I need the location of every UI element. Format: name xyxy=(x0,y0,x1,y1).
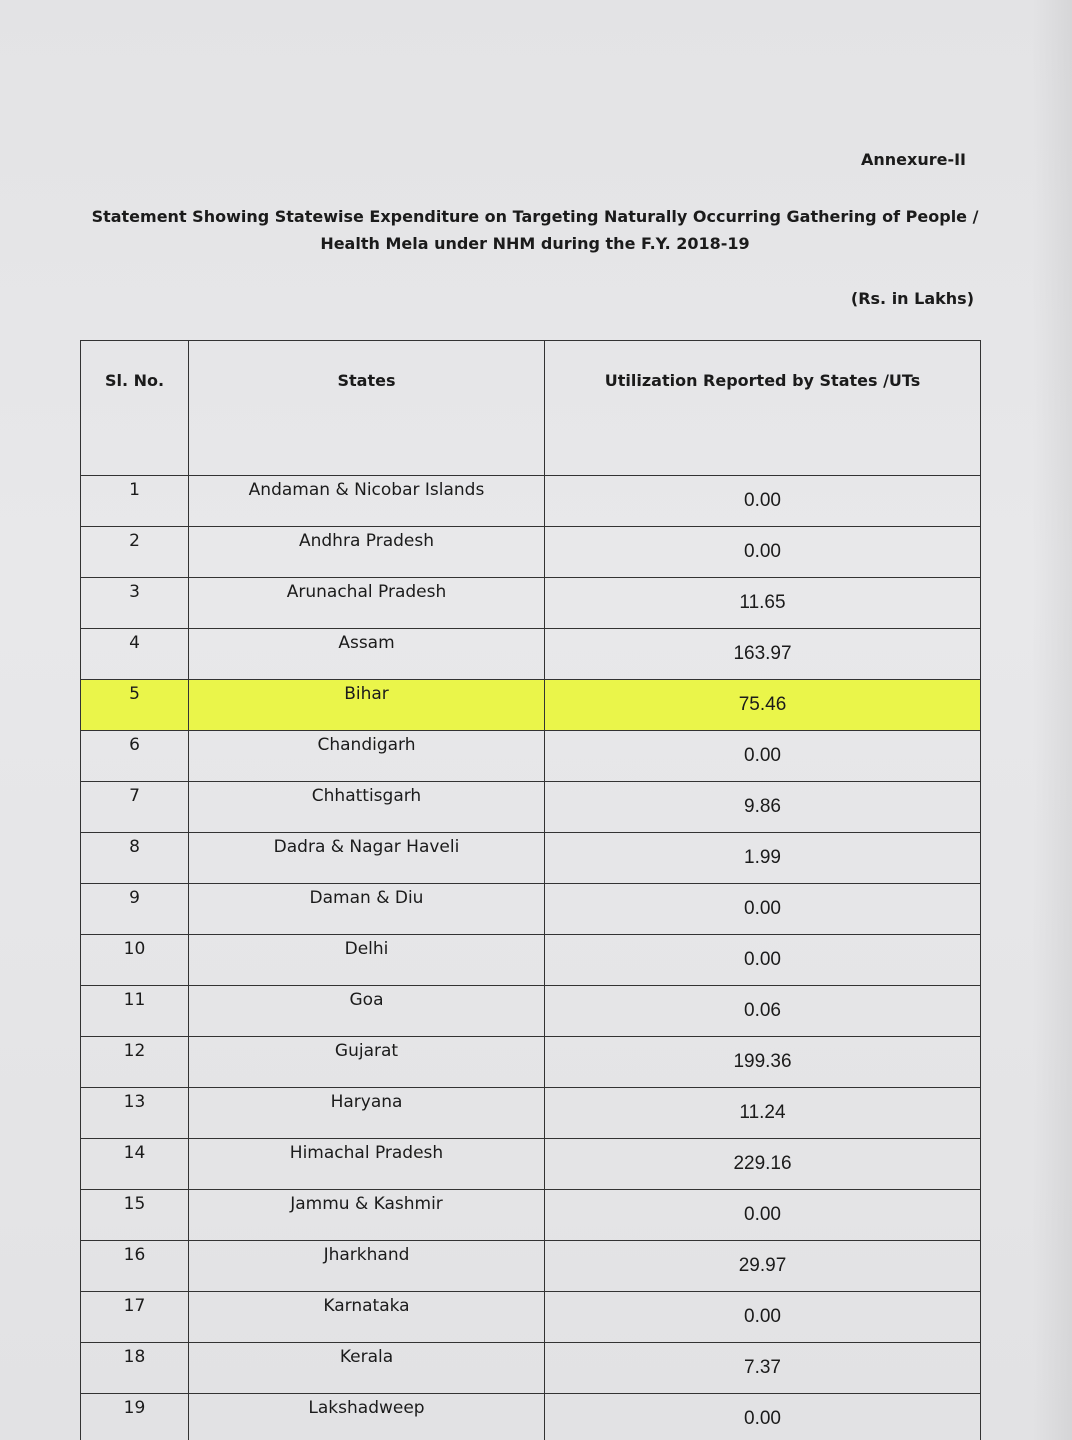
unit-note: (Rs. in Lakhs) xyxy=(850,289,974,308)
cell-state: Kerala xyxy=(189,1343,545,1394)
cell-utilization: 0.00 xyxy=(545,1190,981,1241)
table-row xyxy=(81,629,981,680)
cell-utilization: 0.00 xyxy=(545,884,981,935)
cell-utilization: 163.97 xyxy=(545,629,981,680)
cell-utilization: 0.00 xyxy=(545,476,981,527)
cell-sl-no: 1 xyxy=(81,476,189,527)
table-row xyxy=(81,986,981,1037)
title-line-1: Statement Showing Statewise Expenditure on Targeting Naturally Occurring Gathering of People / xyxy=(91,207,979,226)
cell-state: Daman & Diu xyxy=(189,884,545,935)
table-row xyxy=(81,1394,981,1440)
cell-utilization: 0.00 xyxy=(545,731,981,782)
table-header-row xyxy=(81,341,981,476)
document-title xyxy=(90,203,980,257)
cell-state: Andaman & Nicobar Islands xyxy=(189,476,545,527)
cell-sl-no: 11 xyxy=(81,986,189,1037)
cell-utilization: 0.00 xyxy=(545,935,981,986)
annexure-label: Annexure-II xyxy=(860,150,966,169)
cell-utilization: 0.00 xyxy=(545,527,981,578)
cell-utilization: 11.24 xyxy=(545,1088,981,1139)
header-utilization: Utilization Reported by States /UTs xyxy=(545,341,981,476)
cell-state: Haryana xyxy=(189,1088,545,1139)
cell-state: Chhattisgarh xyxy=(189,782,545,833)
table-row xyxy=(81,1343,981,1394)
table-row xyxy=(81,1139,981,1190)
expenditure-table xyxy=(80,340,981,1440)
cell-sl-no: 4 xyxy=(81,629,189,680)
cell-state: Himachal Pradesh xyxy=(189,1139,545,1190)
cell-sl-no: 6 xyxy=(81,731,189,782)
cell-state: Bihar xyxy=(189,680,545,731)
cell-state: Andhra Pradesh xyxy=(189,527,545,578)
cell-sl-no: 15 xyxy=(81,1190,189,1241)
table-row xyxy=(81,884,981,935)
cell-utilization: 11.65 xyxy=(545,578,981,629)
table-row xyxy=(81,782,981,833)
cell-state: Delhi xyxy=(189,935,545,986)
header-states: States xyxy=(189,341,545,476)
cell-utilization: 199.36 xyxy=(545,1037,981,1088)
table-row xyxy=(81,1088,981,1139)
table-row xyxy=(81,833,981,884)
table-row xyxy=(81,1037,981,1088)
cell-state: Karnataka xyxy=(189,1292,545,1343)
table-row xyxy=(81,527,981,578)
cell-state: Chandigarh xyxy=(189,731,545,782)
table-body xyxy=(81,476,981,1440)
header-sl-no: Sl. No. xyxy=(81,341,189,476)
cell-utilization: 0.06 xyxy=(545,986,981,1037)
cell-utilization: 75.46 xyxy=(545,680,981,731)
table-row xyxy=(81,1190,981,1241)
cell-state: Dadra & Nagar Haveli xyxy=(189,833,545,884)
cell-sl-no: 3 xyxy=(81,578,189,629)
cell-sl-no: 16 xyxy=(81,1241,189,1292)
table-row xyxy=(81,578,981,629)
cell-sl-no: 14 xyxy=(81,1139,189,1190)
cell-sl-no: 12 xyxy=(81,1037,189,1088)
cell-state: Lakshadweep xyxy=(189,1394,545,1440)
cell-state: Arunachal Pradesh xyxy=(189,578,545,629)
cell-sl-no: 10 xyxy=(81,935,189,986)
cell-sl-no: 18 xyxy=(81,1343,189,1394)
cell-state: Jammu & Kashmir xyxy=(189,1190,545,1241)
cell-sl-no: 19 xyxy=(81,1394,189,1440)
table-row xyxy=(81,935,981,986)
cell-utilization: 7.37 xyxy=(545,1343,981,1394)
cell-sl-no: 13 xyxy=(81,1088,189,1139)
cell-utilization: 229.16 xyxy=(545,1139,981,1190)
table-row xyxy=(81,1241,981,1292)
cell-state: Goa xyxy=(189,986,545,1037)
cell-sl-no: 2 xyxy=(81,527,189,578)
cell-sl-no: 17 xyxy=(81,1292,189,1343)
cell-sl-no: 7 xyxy=(81,782,189,833)
cell-utilization: 29.97 xyxy=(545,1241,981,1292)
cell-state: Jharkhand xyxy=(189,1241,545,1292)
cell-sl-no: 8 xyxy=(81,833,189,884)
cell-state: Assam xyxy=(189,629,545,680)
cell-utilization: 0.00 xyxy=(545,1394,981,1440)
table-row xyxy=(81,476,981,527)
title-line-2: Health Mela under NHM during the F.Y. 2018-19 xyxy=(320,234,750,253)
cell-utilization: 1.99 xyxy=(545,833,981,884)
cell-utilization: 0.00 xyxy=(545,1292,981,1343)
cell-state: Gujarat xyxy=(189,1037,545,1088)
table-row xyxy=(81,1292,981,1343)
cell-sl-no: 5 xyxy=(81,680,189,731)
cell-utilization: 9.86 xyxy=(545,782,981,833)
table-row xyxy=(81,731,981,782)
cell-sl-no: 9 xyxy=(81,884,189,935)
table-row xyxy=(81,680,981,731)
